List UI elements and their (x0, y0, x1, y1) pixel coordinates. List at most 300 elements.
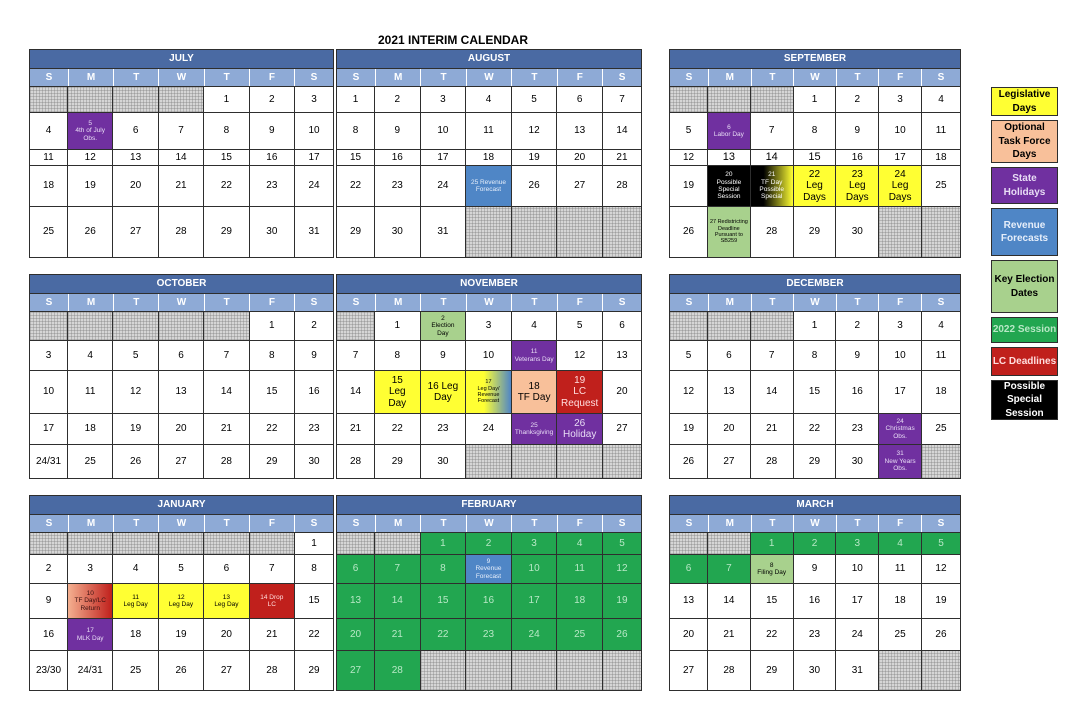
day-cell: 15 (250, 371, 295, 413)
day-cell: 5 (922, 533, 960, 554)
day-cell: 16 (466, 584, 512, 618)
day-cell: 29 (337, 207, 375, 257)
weekday-label: S (670, 515, 709, 532)
day-cell: 29 (794, 445, 837, 478)
day-cell: 22 (794, 414, 837, 444)
day-cell: 23 (421, 414, 467, 444)
empty-day-cell (337, 312, 375, 340)
day-cell: 28 (616, 180, 628, 192)
day-cell: 7 (159, 113, 204, 149)
weekday-label: W (159, 69, 204, 86)
day-cell: 9 (30, 584, 68, 618)
day-cell: 25 (113, 651, 158, 690)
day-cell: 10 (421, 113, 467, 149)
day-cell: 6 (670, 555, 708, 583)
day-cell: 22 (250, 414, 295, 444)
week-row (337, 445, 641, 478)
day-cell: 5 (557, 312, 603, 340)
day-cell: 4 (30, 113, 68, 149)
day-cell: 20 (337, 619, 375, 650)
day-cell: 12 Leg Day (159, 584, 204, 618)
day-cell: 20 (204, 619, 249, 650)
month-october (29, 274, 334, 479)
day-cell: 3 (879, 312, 922, 340)
day-cell: 21 TF Day Possible Special (751, 166, 794, 206)
month-december (669, 274, 961, 479)
day-cell: 7 (751, 341, 794, 370)
weekday-label: S (30, 515, 69, 532)
day-cell: 15 (204, 150, 249, 165)
weekday-label: W (159, 294, 204, 311)
empty-day-cell (113, 312, 158, 340)
day-cell: 12 (113, 371, 158, 413)
empty-day-cell (204, 533, 249, 554)
day-cell: 9 (311, 349, 317, 361)
day-cell: 4 (68, 341, 113, 370)
weekday-header (670, 515, 960, 533)
empty-day-cell (751, 87, 794, 112)
day-cell: 16 (836, 371, 879, 413)
day-cell: 19 (670, 414, 708, 444)
day-cell: 20 (670, 619, 708, 650)
day-cell: 24 Leg Days (879, 166, 922, 206)
day-cell: 31 New Years Obs. (879, 445, 922, 478)
day-cell: 10 TF Day/LC Return (68, 584, 113, 618)
weekday-label: S (310, 72, 318, 83)
day-cell: 12 (68, 150, 113, 165)
empty-day-cell (113, 533, 158, 554)
weekday-label: F (558, 69, 603, 86)
day-cell: 5 4th of July Obs. (68, 113, 113, 149)
day-cell: 10 (879, 341, 922, 370)
day-cell: 11 (935, 349, 947, 361)
day-cell: 9 Revenue Forecast (466, 555, 512, 583)
weekday-label: F (558, 294, 603, 311)
week-row (30, 619, 333, 651)
day-cell: 27 (557, 166, 603, 206)
day-cell: 17 MLK Day (68, 619, 113, 650)
weekday-label: M (376, 515, 421, 532)
empty-day-cell (557, 207, 603, 257)
day-cell: 30 (375, 207, 421, 257)
day-cell: 1 (794, 312, 837, 340)
weekday-label: S (310, 297, 318, 308)
weekday-label: T (837, 294, 880, 311)
weekday-label: T (752, 294, 795, 311)
day-cell: 19 (670, 166, 708, 206)
day-cell: 18 (113, 619, 158, 650)
day-cell: 5 (113, 341, 158, 370)
day-cell: 10 (836, 555, 879, 583)
empty-day-cell (30, 87, 68, 112)
month-august (336, 49, 642, 258)
day-cell: 17 (421, 150, 467, 165)
day-cell: 11 (557, 555, 603, 583)
day-cell: 9 (375, 113, 421, 149)
week-row (670, 371, 960, 414)
weekday-label: T (752, 515, 795, 532)
day-cell: 11 (30, 150, 68, 165)
week-row (337, 555, 641, 584)
weekday-label: T (512, 515, 557, 532)
week-row (670, 555, 960, 584)
day-cell: 22 (337, 166, 375, 206)
weekday-label: M (69, 515, 114, 532)
day-cell: 26 (670, 207, 708, 257)
weekday-label: M (376, 69, 421, 86)
day-cell: 26 (113, 445, 158, 478)
empty-day-cell (922, 207, 960, 257)
week-row (30, 445, 333, 478)
page-title: 2021 INTERIM CALENDAR (377, 33, 529, 47)
day-cell: 19 (512, 150, 558, 165)
empty-day-cell (670, 533, 708, 554)
day-cell: 7 (250, 555, 295, 583)
weekday-label: M (709, 294, 752, 311)
day-cell: 13 (670, 584, 708, 618)
empty-day-cell (30, 533, 68, 554)
day-cell: 2 Election Day (421, 312, 467, 340)
day-cell: 25 Revenue Forecast (466, 166, 512, 206)
day-cell: 2 (30, 555, 68, 583)
day-cell: 31 (308, 226, 320, 238)
day-cell: 19 (113, 414, 158, 444)
empty-day-cell (159, 312, 204, 340)
day-cell: 31 (836, 651, 879, 690)
day-cell: 17 (879, 371, 922, 413)
week-row (30, 166, 333, 207)
weekday-header (337, 294, 641, 312)
weekday-header (30, 515, 333, 533)
day-cell: 2 (836, 312, 879, 340)
day-cell: 12 (670, 371, 708, 413)
day-cell: 13 (337, 584, 375, 618)
week-row (30, 584, 333, 619)
day-cell: 7 (751, 113, 794, 149)
day-cell: 13 Leg Day (204, 584, 249, 618)
day-cell: 24 Christmas Obs. (879, 414, 922, 444)
day-cell: 8 (794, 341, 837, 370)
week-row (670, 312, 960, 341)
empty-day-cell (466, 651, 512, 690)
week-row (670, 113, 960, 150)
week-row (337, 207, 641, 257)
day-cell: 12 (603, 555, 641, 583)
week-row (337, 166, 641, 207)
month-name: DECEMBER (670, 275, 960, 294)
weekday-header (337, 69, 641, 87)
week-row (337, 87, 641, 113)
day-cell: 21 (708, 619, 751, 650)
day-cell: 14 (751, 371, 794, 413)
empty-day-cell (670, 87, 708, 112)
day-cell: 27 (159, 445, 204, 478)
day-cell: 11 (935, 125, 947, 137)
empty-day-cell (68, 312, 113, 340)
empty-day-cell (512, 207, 558, 257)
week-row (670, 150, 960, 166)
day-cell: 2 (466, 533, 512, 554)
weekday-label: S (310, 518, 318, 529)
day-cell: 26 (670, 445, 708, 478)
day-cell: 30 (250, 207, 295, 257)
day-cell: 1 (204, 87, 249, 112)
day-cell: 10 (512, 555, 558, 583)
day-cell: 24 (466, 414, 512, 444)
day-cell: 9 (794, 555, 837, 583)
day-cell: 25 Thanksgiving (512, 414, 558, 444)
day-cell: 14 (337, 371, 375, 413)
day-cell: 8 (421, 555, 467, 583)
day-cell: 25 (935, 423, 947, 435)
day-cell: 30 (308, 455, 320, 467)
day-cell: 29 (250, 445, 295, 478)
day-cell: 11 (68, 371, 113, 413)
legend-item-hol: State Holidays (991, 167, 1058, 204)
day-cell: 20 (616, 386, 628, 398)
day-cell: 7 (337, 341, 375, 370)
day-cell: 25 (935, 180, 947, 192)
day-cell: 23 (836, 414, 879, 444)
day-cell: 10 (30, 371, 68, 413)
day-cell: 1 (337, 87, 375, 112)
week-row (30, 312, 333, 341)
day-cell: 11 Leg Day (113, 584, 158, 618)
empty-day-cell (922, 651, 960, 690)
week-row (670, 445, 960, 478)
day-cell: 8 (204, 113, 249, 149)
weekday-label: M (69, 294, 114, 311)
day-cell: 16 (30, 619, 68, 650)
weekday-label: T (205, 69, 250, 86)
weekday-label: F (250, 69, 295, 86)
week-row (337, 619, 641, 651)
weekday-label: F (879, 294, 922, 311)
day-cell: 2 (836, 87, 879, 112)
week-row (30, 87, 333, 113)
weekday-label: T (512, 294, 557, 311)
day-cell: 3 (30, 341, 68, 370)
day-cell: 28 (708, 651, 751, 690)
weekday-label: W (467, 294, 512, 311)
week-row (670, 341, 960, 371)
day-cell: 21 (204, 414, 249, 444)
day-cell: 7 (619, 93, 625, 105)
day-cell: 10 (466, 341, 512, 370)
day-cell: 9 (836, 113, 879, 149)
day-cell: 14 (159, 150, 204, 165)
day-cell: 5 (670, 113, 708, 149)
day-cell: 18 (935, 386, 947, 398)
day-cell: 26 (512, 166, 558, 206)
day-cell: 3 (311, 93, 317, 105)
day-cell: 27 (204, 651, 249, 690)
day-cell: 21 (159, 166, 204, 206)
month-march (669, 495, 961, 691)
empty-day-cell (512, 651, 558, 690)
weekday-label: T (421, 515, 466, 532)
day-cell: 23 Leg Days (836, 166, 879, 206)
weekday-label: F (879, 69, 922, 86)
day-cell: 7 (375, 555, 421, 583)
day-cell: 30 (836, 445, 879, 478)
weekday-label: T (512, 69, 557, 86)
empty-day-cell (708, 533, 751, 554)
day-cell: 21 (337, 414, 375, 444)
day-cell: 27 (337, 651, 375, 690)
day-cell: 23 (794, 619, 837, 650)
day-cell: 23 (466, 619, 512, 650)
month-february (336, 495, 642, 691)
weekday-label: S (670, 294, 709, 311)
day-cell: 27 (113, 207, 158, 257)
empty-day-cell (68, 533, 113, 554)
day-cell: 8 (337, 113, 375, 149)
day-cell: 15 (794, 371, 837, 413)
day-cell: 2 (311, 320, 317, 332)
weekday-label: T (837, 69, 880, 86)
legend-item-sess: 2022 Session (991, 317, 1058, 343)
day-cell: 1 (421, 533, 467, 554)
day-cell: 23 (308, 423, 320, 435)
day-cell: 1 (311, 537, 317, 549)
week-row (30, 651, 333, 690)
empty-day-cell (557, 445, 603, 478)
day-cell: 29 (375, 445, 421, 478)
day-cell: 8 (794, 113, 837, 149)
week-row (670, 533, 960, 555)
weekday-label: F (879, 515, 922, 532)
day-cell: 18 (935, 151, 947, 163)
empty-day-cell (708, 87, 751, 112)
day-cell: 30 (794, 651, 837, 690)
day-cell: 15 Leg Day (375, 371, 421, 413)
day-cell: 8 (375, 341, 421, 370)
day-cell: 4 (113, 555, 158, 583)
day-cell: 20 (557, 150, 603, 165)
weekday-label: S (618, 297, 626, 308)
day-cell: 14 Drop LC (250, 584, 295, 618)
week-row (670, 87, 960, 113)
day-cell: 22 (204, 166, 249, 206)
day-cell: 13 (557, 113, 603, 149)
day-cell: 15 (751, 584, 794, 618)
day-cell: 1 (751, 533, 794, 554)
weekday-label: S (937, 297, 945, 308)
day-cell: 17 (308, 151, 320, 163)
empty-day-cell (557, 651, 603, 690)
empty-day-cell (421, 651, 467, 690)
day-cell: 10 (879, 113, 922, 149)
week-row (30, 207, 333, 257)
month-name: MARCH (670, 496, 960, 515)
day-cell: 13 (708, 371, 751, 413)
week-row (30, 341, 333, 371)
day-cell: 21 (751, 414, 794, 444)
weekday-label: W (467, 515, 512, 532)
weekday-label: S (337, 515, 376, 532)
weekday-label: M (709, 515, 752, 532)
weekday-label: F (250, 515, 295, 532)
day-cell: 5 (603, 533, 641, 554)
day-cell: 13 (159, 371, 204, 413)
day-cell: 26 (935, 628, 947, 640)
day-cell: 4 (512, 312, 558, 340)
day-cell: 6 (337, 555, 375, 583)
day-cell: 15 (421, 584, 467, 618)
empty-day-cell (603, 207, 641, 257)
week-row (30, 150, 333, 166)
day-cell: 21 (250, 619, 295, 650)
weekday-label: T (837, 515, 880, 532)
day-cell: 24 (836, 619, 879, 650)
day-cell: 18 (68, 414, 113, 444)
weekday-label: S (30, 294, 69, 311)
day-cell: 25 (68, 445, 113, 478)
empty-day-cell (466, 445, 512, 478)
month-name: FEBRUARY (337, 496, 641, 515)
day-cell: 19 (159, 619, 204, 650)
day-cell: 28 (337, 445, 375, 478)
day-cell: 9 (421, 341, 467, 370)
day-cell: 7 (204, 341, 249, 370)
weekday-label: W (467, 69, 512, 86)
month-name: NOVEMBER (337, 275, 641, 294)
day-cell: 31 (421, 207, 467, 257)
day-cell: 4 (466, 87, 512, 112)
day-cell: 9 (250, 113, 295, 149)
day-cell: 1 (375, 312, 421, 340)
day-cell: 6 (619, 320, 625, 332)
day-cell: 2 (250, 87, 295, 112)
day-cell: 25 (30, 207, 68, 257)
day-cell: 29 (204, 207, 249, 257)
day-cell: 18 TF Day (512, 371, 558, 413)
day-cell: 12 (512, 113, 558, 149)
legend-item-tf: Optional Task Force Days (991, 120, 1058, 163)
weekday-label: W (794, 69, 837, 86)
day-cell: 24/31 (68, 651, 113, 690)
weekday-label: F (558, 515, 603, 532)
day-cell: 5 (159, 555, 204, 583)
weekday-label: S (937, 72, 945, 83)
weekday-label: S (30, 69, 69, 86)
day-cell: 26 (603, 619, 641, 650)
empty-day-cell (922, 445, 960, 478)
week-row (337, 651, 641, 690)
month-september (669, 49, 961, 258)
day-cell: 27 (708, 445, 751, 478)
day-cell: 19 LC Request (557, 371, 603, 413)
day-cell: 12 (935, 563, 947, 575)
day-cell: 26 Holiday (557, 414, 603, 444)
week-row (337, 341, 641, 371)
empty-day-cell (879, 651, 922, 690)
empty-day-cell (250, 533, 295, 554)
day-cell: 14 (616, 125, 628, 137)
week-row (337, 371, 641, 414)
month-january (29, 495, 334, 691)
day-cell: 6 (113, 113, 158, 149)
day-cell: 29 (794, 207, 837, 257)
week-row (337, 312, 641, 341)
day-cell: 28 (204, 445, 249, 478)
day-cell: 25 (557, 619, 603, 650)
month-name: JULY (30, 50, 333, 69)
day-cell: 23 (375, 166, 421, 206)
day-cell: 5 (512, 87, 558, 112)
day-cell: 20 (113, 166, 158, 206)
